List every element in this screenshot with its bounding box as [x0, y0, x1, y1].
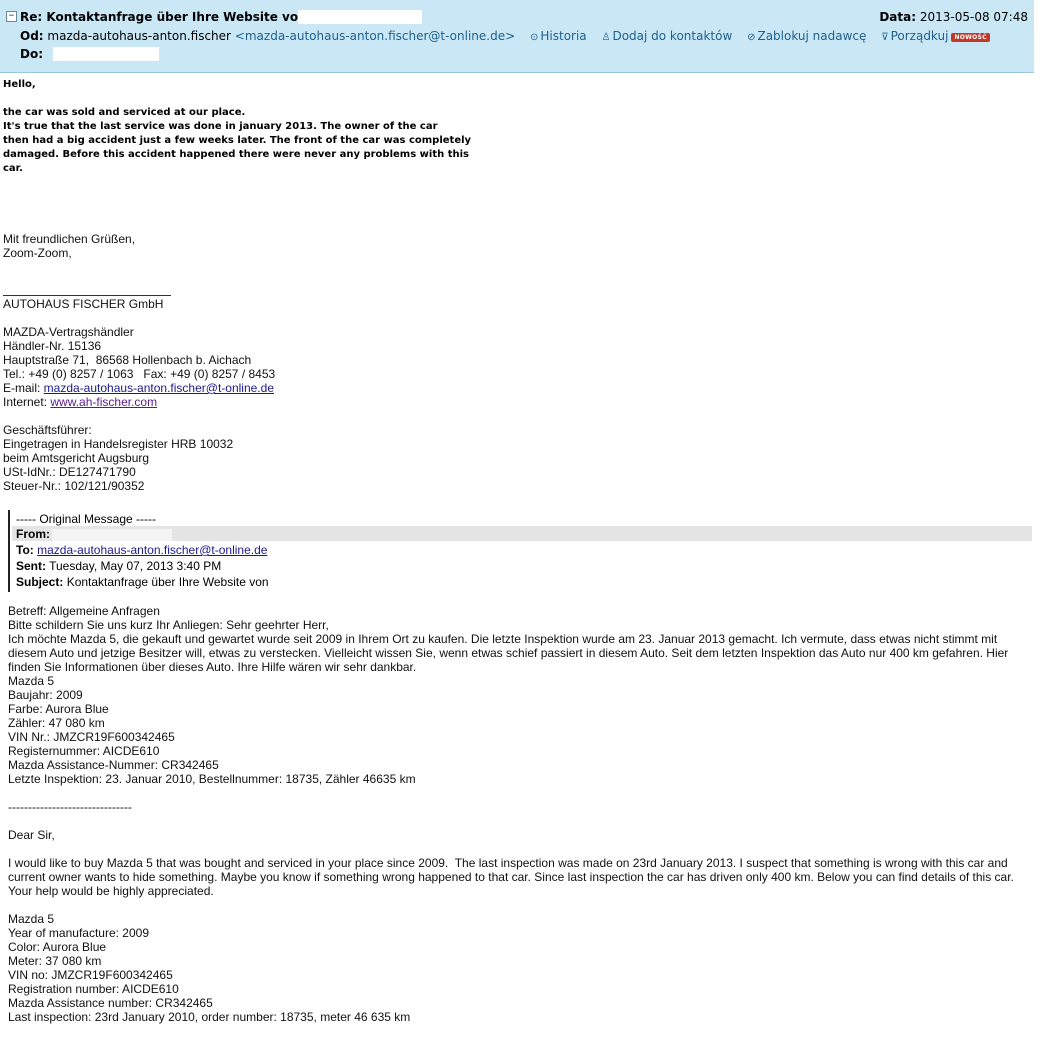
quoted-subject-value: Kontaktanfrage über Ihre Website von — [66, 575, 269, 589]
sender-name[interactable]: mazda-autohaus-anton.fischer — [47, 29, 231, 43]
signature-manager: Geschäftsführer: — [3, 423, 92, 437]
signature-phone: Tel.: +49 (0) 8257 / 1063 Fax: +49 (0) 8257 / 8453 — [3, 367, 276, 381]
quoted-to-row — [16, 543, 267, 557]
clock-icon: ⊙ — [529, 32, 539, 43]
original-german-text: Ich möchte Mazda 5, die gekauft und gewartet wurde seit 2009 in Ihrem Ort zu kaufen. Die letzte Inspektion wurde am 23. Januar 2013 gemacht. Ich vermute, dass etwas nicht stimmt mit diesem Auto und jetzige Besitzer will, etwas zu verstecken. Vielleicht wissen Sie, wenn etwas schief passiert in diesem Auto. Seit dem letzten Inspektion das Auto nur 400 km gefahren. Hier finden Sie Informationen über dieses Auto. Ihre Hilfe wären wir sehr dankbar. — [8, 632, 1012, 674]
signature-register: Eingetragen in Handelsregister HRB 10032 — [3, 437, 234, 451]
quoted-sent-value: Tuesday, May 07, 2013 3:40 PM — [49, 559, 222, 573]
signature-court: beim Amtsgericht Augsburg — [3, 451, 150, 465]
message-subject: Re: Kontaktanfrage über Ihre Website vo — [20, 9, 422, 25]
signature-dealer: MAZDA-Vertragshändler — [3, 325, 134, 339]
from-label: Od: — [20, 29, 44, 43]
history-label: Historia — [540, 29, 587, 43]
person-icon: ♙ — [601, 32, 611, 43]
german-detail-registration: Registernummer: AICDE610 — [8, 744, 160, 758]
quoted-sent-row — [16, 559, 221, 573]
add-contact-action[interactable] — [601, 29, 732, 43]
signature-divider — [3, 295, 171, 296]
sender-email[interactable]: <mazda-autohaus-anton.fischer@t-online.de> — [234, 29, 516, 43]
reply-line-2: It's true that the last service was done in january 2013. The owner of the car — [3, 121, 438, 132]
english-detail-color: Color: Aurora Blue — [8, 940, 107, 954]
german-detail-meter: Zähler: 47 080 km — [8, 716, 105, 730]
redacted-subject — [298, 10, 422, 24]
english-detail-inspection: Last inspection: 23rd January 2010, order number: 18735, meter 46 635 km — [8, 1010, 411, 1024]
english-detail-model: Mazda 5 — [8, 912, 55, 926]
german-detail-inspection: Letzte Inspektion: 23. Januar 2010, Bestellnummer: 18735, Zähler 46635 km — [8, 772, 416, 786]
reply-line-4: damaged. Before this accident happened there were never any problems with this — [3, 149, 469, 160]
redacted-recipient — [53, 47, 159, 61]
closing-greeting: Mit freundlichen Grüßen, — [3, 232, 136, 246]
signature-dealer-no: Händler-Nr. 15136 — [3, 339, 102, 353]
internet-label: Internet: — [3, 395, 51, 409]
message-body — [3, 78, 1033, 493]
english-detail-year: Year of manufacture: 2009 — [8, 926, 149, 940]
english-detail-assistance: Mazda Assistance number: CR342465 — [8, 996, 213, 1010]
reply-line-1: the car was sold and serviced at our place. — [3, 107, 246, 118]
filter-icon: ⊽ — [881, 32, 889, 43]
english-greeting: Dear Sir, — [8, 828, 55, 842]
quoted-message-header — [8, 510, 1034, 592]
english-detail-meter: Meter: 37 080 km — [8, 954, 102, 968]
german-detail-assistance: Mazda Assistance-Nummer: CR342465 — [8, 758, 219, 772]
from-row — [20, 28, 990, 46]
original-english-text: I would like to buy Mazda 5 that was bought and serviced in your place since 2009. The last inspection was made on 23rd January 2013. I suspect that something is wrong with this car and current owner wants to hide something. Maybe you know if something wrong happened to that car. Since last inspection the car has driven only 400 km. Below you can find details of this car. Your help would be highly appreciated. — [8, 856, 1018, 898]
quoted-subject-label: Subject: — [16, 575, 64, 589]
original-betreff: Betreff: Allgemeine Anfragen — [8, 604, 160, 618]
signature-vat: USt-IdNr.: DE127471790 — [3, 465, 136, 479]
german-detail-color: Farbe: Aurora Blue — [8, 702, 109, 716]
german-detail-model: Mazda 5 — [8, 674, 55, 688]
quoted-subject-row — [16, 575, 269, 589]
collapse-toggle-icon[interactable]: − — [6, 11, 17, 22]
original-message-body — [8, 604, 1038, 1024]
original-message-title: ----- Original Message ----- — [16, 512, 157, 526]
quoted-from-label: From: — [16, 527, 50, 541]
reply-line-3: then had a big accident just a few weeks later. The front of the car was completely — [3, 135, 472, 146]
new-badge: NOWOŚĆ — [951, 33, 989, 42]
signature-address: Hauptstraße 71, 86568 Hollenbach b. Aichach — [3, 353, 252, 367]
signature-email-link[interactable]: mazda-autohaus-anton.fischer@t-online.de — [43, 381, 274, 395]
signature-email-row — [3, 381, 1033, 395]
organize-label: Porządkuj — [890, 29, 949, 43]
signature-internet-row — [3, 395, 1033, 409]
quoted-from-row — [16, 527, 172, 541]
block-icon: ⊘ — [747, 32, 756, 43]
message-header — [0, 0, 1034, 73]
german-detail-year: Baujahr: 2009 — [8, 688, 83, 702]
quoted-to-label: To: — [16, 543, 34, 557]
redacted-quoted-sender — [52, 529, 172, 541]
german-detail-vin: VIN Nr.: JMZCR19F600342465 — [8, 730, 175, 744]
closing-sign: Zoom-Zoom, — [3, 246, 72, 260]
message-date — [879, 9, 1028, 25]
date-label: Data: — [879, 10, 917, 24]
original-anliegen: Bitte schildern Sie uns kurz Ihr Anliegen: Sehr geehrter Herr, — [8, 618, 329, 632]
quoted-to-link[interactable]: mazda-autohaus-anton.fischer@t-online.de — [37, 543, 268, 557]
english-detail-vin: VIN no: JMZCR19F600342465 — [8, 968, 173, 982]
date-value: 2013-05-08 07:48 — [919, 10, 1028, 24]
signature-tax: Steuer-Nr.: 102/121/90352 — [3, 479, 145, 493]
organize-action[interactable] — [881, 29, 948, 43]
signature-company: AUTOHAUS FISCHER GmbH — [3, 297, 164, 311]
block-sender-action[interactable] — [747, 29, 866, 43]
email-label: E-mail: — [3, 381, 44, 395]
to-label: Do: — [20, 47, 44, 61]
quoted-sent-label: Sent: — [16, 559, 46, 573]
history-action[interactable] — [530, 29, 587, 43]
block-sender-label: Zablokuj nadawcę — [757, 29, 867, 43]
signature-website-link[interactable]: www.ah-fischer.com — [50, 395, 158, 409]
to-row — [20, 46, 159, 62]
reply-line-5: car. — [3, 163, 23, 174]
language-separator: ------------------------------- — [8, 800, 132, 814]
reply-greeting: Hello, — [3, 79, 36, 90]
english-detail-registration: Registration number: AICDE610 — [8, 982, 179, 996]
add-contact-label: Dodaj do kontaktów — [612, 29, 733, 43]
